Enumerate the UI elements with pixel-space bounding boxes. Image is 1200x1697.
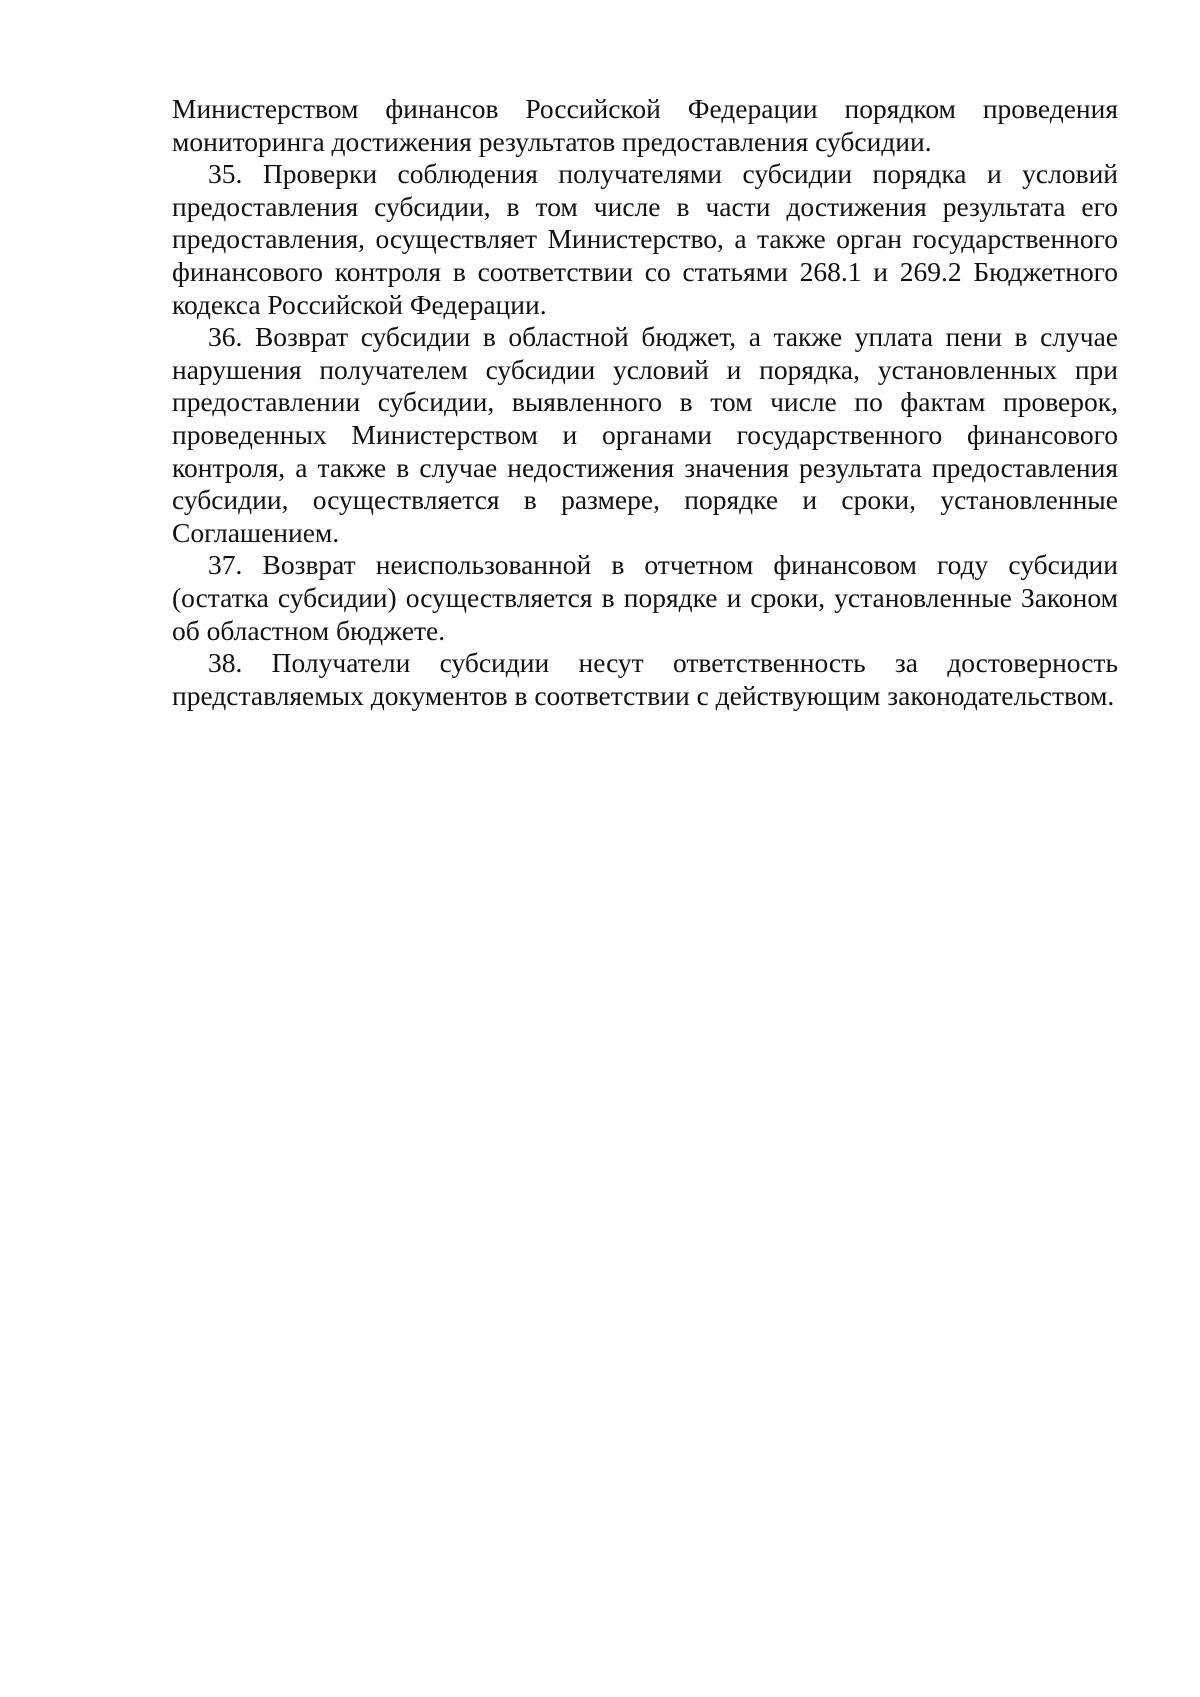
document-body xyxy=(172,93,1118,712)
paragraph-36: 36. Возврат субсидии в областной бюджет, а также уплата пени в случае нарушения получателем субсидии условий и порядка, установленных при предоставлении субсидии, выявленного в том числе по фактам проверок, проведенных Министерством и органами государственного финансового контроля, а также в случае недостижения значения результата предоставления субсидии, осуществляется в размере, порядке и сроки, установленные Соглашением. xyxy=(172,321,1118,548)
paragraph-35: 35. Проверки соблюдения получателями субсидии порядка и условий предоставления субсидии, в том числе в части достижения результата его предоставления, осуществляет Министерство, а также орган государственного финансового контроля в соответствии со статьями 268.1 и 269.2 Бюджетного кодекса Российской Федерации. xyxy=(172,158,1118,320)
paragraph-38: 38. Получатели субсидии несут ответственность за достоверность представляемых документов в соответствии с действующим законодательством. xyxy=(172,647,1118,711)
paragraph-37: 37. Возврат неиспользованной в отчетном финансовом году субсидии (остатка субсидии) осуществляется в порядке и сроки, установленные Законом об областном бюджете. xyxy=(172,549,1118,646)
paragraph-continuation: Министерством финансов Российской Федерации порядком проведения мониторинга достижения результатов предоставления субсидии. xyxy=(172,93,1118,157)
